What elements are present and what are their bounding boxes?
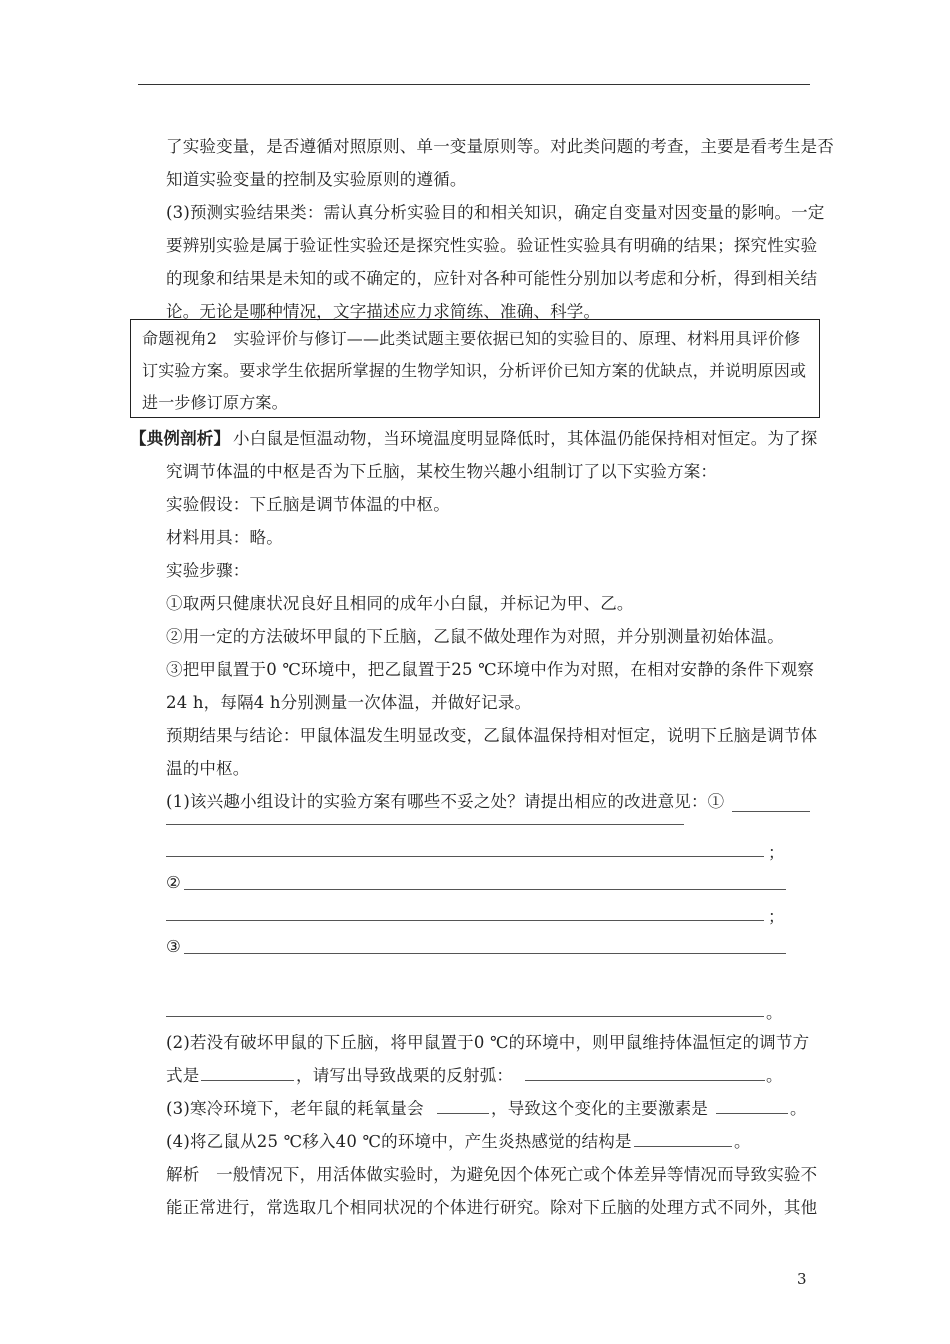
text-line: (3)预测实验结果类：需认真分析实验目的和相关知识，确定自变量对因变量的影响。一定 [166, 203, 825, 222]
text-line: 究调节体温的中枢是否为下丘脑，某校生物兴趣小组制订了以下实验方案： [166, 462, 718, 481]
example-label: 【典例剖析】 [130, 429, 231, 448]
answer-blank[interactable] [437, 1113, 489, 1114]
answer-blank[interactable] [184, 953, 786, 954]
text-line: 材料用具：略。 [166, 528, 283, 547]
text-line: 24 h，每隔4 h分别测量一次体温，并做好记录。 [166, 693, 532, 712]
text-line: 实验步骤： [166, 561, 250, 580]
text-line: 小白鼠是恒温动物，当环境温度明显降低时，其体温仍能保持相对恒定。为了探 [233, 429, 818, 448]
answer-blank[interactable] [184, 889, 786, 890]
box-line: 进一步修订原方案。 [142, 393, 288, 412]
semicolon: ； [768, 843, 785, 862]
box-line: 命题视角2 实验评价与修订——此类试题主要依据已知的实验目的、原理、材料用具评价修 [142, 329, 801, 348]
semicolon: ； [768, 907, 785, 926]
page-number: 3 [797, 1270, 807, 1288]
text-line: ，导致这个变化的主要激素是 [491, 1099, 709, 1118]
question-2: (2)若没有破坏甲鼠的下丘脑，将甲鼠置于0 ℃的环境中，则甲鼠维持体温恒定的调节方 [166, 1033, 810, 1052]
answer-blank[interactable] [634, 1146, 732, 1147]
question-4: (4)将乙鼠从25 ℃移入40 ℃的环境中，产生炎热感觉的结构是 [166, 1132, 632, 1151]
text-line: 知道实验变量的控制及实验原则的遵循。 [166, 170, 467, 189]
analysis-line: 能正常进行，常选取几个相同状况的个体进行研究。除对下丘脑的处理方式不同外，其他 [166, 1198, 818, 1217]
text-line: 论。无论是哪种情况，文字描述应力求简练、准确、科学。 [166, 302, 601, 321]
box-line: 订实验方案。要求学生依据所掌握的生物学知识，分析评价已知方案的优缺点，并说明原因或 [142, 361, 807, 380]
answer-blank[interactable] [716, 1113, 788, 1114]
period: 。 [766, 1066, 783, 1085]
question-1: (1)该兴趣小组设计的实验方案有哪些不妥之处？请提出相应的改进意见：① [166, 792, 725, 811]
answer-blank[interactable] [166, 1016, 764, 1017]
period: 。 [790, 1099, 807, 1118]
answer-blank[interactable] [732, 811, 810, 812]
text-line: ②用一定的方法破坏甲鼠的下丘脑，乙鼠不做处理作为对照，并分别测量初始体温。 [166, 627, 784, 646]
period: 。 [766, 1003, 783, 1022]
header-rule [138, 84, 810, 85]
question-3: (3)寒冷环境下，老年鼠的耗氧量会 [166, 1099, 424, 1118]
text-line: 式是 [166, 1066, 200, 1085]
answer-blank[interactable] [525, 1080, 765, 1081]
text-line: 实验假设：下丘脑是调节体温的中枢。 [166, 495, 450, 514]
text-line: 的现象和结果是未知的或不确定的，应针对各种可能性分别加以考虑和分析，得到相关结 [166, 269, 818, 288]
text-line: 预期结果与结论：甲鼠体温发生明显改变，乙鼠体温保持相对恒定，说明下丘脑是调节体 [166, 726, 818, 745]
text-line: 了实验变量，是否遵循对照原则、单一变量原则等。对此类问题的考查，主要是看考生是否 [166, 137, 834, 156]
period: 。 [734, 1132, 751, 1151]
text-line: ③把甲鼠置于0 ℃环境中，把乙鼠置于25 ℃环境中作为对照，在相对安静的条件下观察 [166, 660, 815, 679]
answer-blank[interactable] [201, 1080, 294, 1081]
text-line: ①取两只健康状况良好且相同的成年小白鼠，并标记为甲、乙。 [166, 594, 634, 613]
analysis-line: 解析 一般情况下，用活体做实验时，为避免因个体死亡或个体差异等情况而导致实验不 [166, 1165, 818, 1184]
text-line: 要辨别实验是属于验证性实验还是探究性实验。验证性实验具有明确的结果；探究性实验 [166, 236, 818, 255]
circled-2: ② [166, 873, 181, 892]
text-line: ，请写出导致战栗的反射弧： [296, 1066, 514, 1085]
text-line: 温的中枢。 [166, 759, 250, 778]
answer-blank[interactable] [166, 856, 764, 857]
answer-blank[interactable] [166, 920, 764, 921]
answer-blank[interactable] [166, 824, 684, 825]
circled-3: ③ [166, 937, 181, 956]
